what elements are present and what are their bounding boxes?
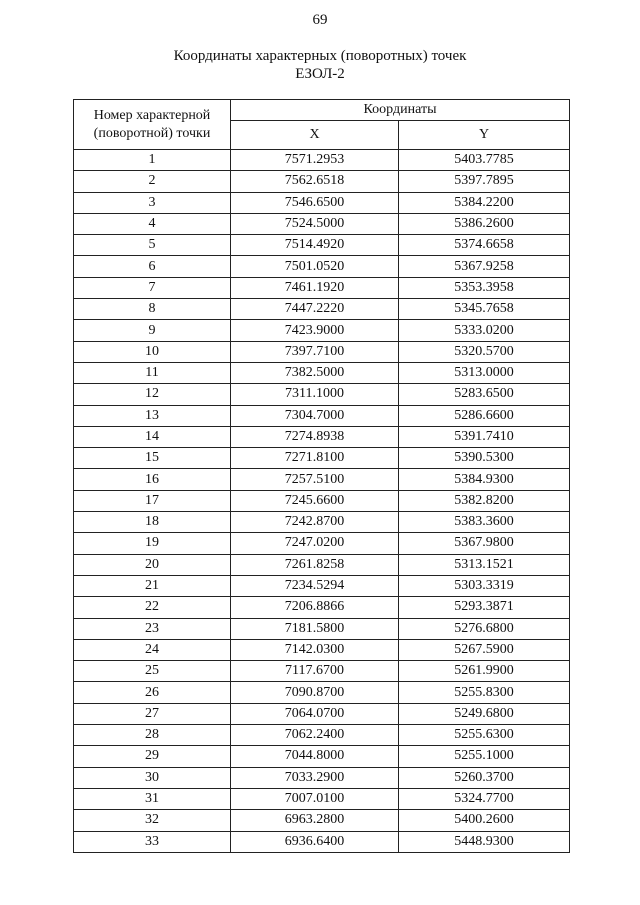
point-number-cell: 5 xyxy=(74,235,231,256)
table-row xyxy=(74,299,570,320)
table-row xyxy=(74,575,570,596)
table-row xyxy=(74,171,570,192)
x-coordinate-cell: 7090.8700 xyxy=(231,682,399,703)
table-row xyxy=(74,639,570,660)
x-coordinate-cell: 7007.0100 xyxy=(231,788,399,809)
point-number-cell: 6 xyxy=(74,256,231,277)
x-coordinate-cell: 6963.2800 xyxy=(231,810,399,831)
x-coordinate-cell: 7311.1000 xyxy=(231,384,399,405)
x-coordinate-cell: 7382.5000 xyxy=(231,362,399,383)
table-row xyxy=(74,554,570,575)
header-y: Y xyxy=(399,121,570,150)
y-coordinate-cell: 5276.6800 xyxy=(399,618,570,639)
table-row xyxy=(74,618,570,639)
y-coordinate-cell: 5255.1000 xyxy=(399,746,570,767)
table-row xyxy=(74,448,570,469)
table-row xyxy=(74,426,570,447)
y-coordinate-cell: 5384.2200 xyxy=(399,192,570,213)
table-row xyxy=(74,810,570,831)
point-number-cell: 1 xyxy=(74,150,231,171)
coordinates-table xyxy=(73,99,570,853)
point-number-cell: 21 xyxy=(74,575,231,596)
point-number-cell: 2 xyxy=(74,171,231,192)
x-coordinate-cell: 7044.8000 xyxy=(231,746,399,767)
table-row xyxy=(74,746,570,767)
table-row xyxy=(74,213,570,234)
x-coordinate-cell: 7064.0700 xyxy=(231,703,399,724)
y-coordinate-cell: 5374.6658 xyxy=(399,235,570,256)
point-number-cell: 22 xyxy=(74,597,231,618)
header-point-number-line-2: (поворотной) точки xyxy=(93,125,211,141)
y-coordinate-cell: 5293.3871 xyxy=(399,597,570,618)
point-number-cell: 27 xyxy=(74,703,231,724)
header-coordinates: Координаты xyxy=(231,100,570,121)
point-number-cell: 25 xyxy=(74,661,231,682)
y-coordinate-cell: 5353.3958 xyxy=(399,277,570,298)
point-number-cell: 20 xyxy=(74,554,231,575)
point-number-cell: 24 xyxy=(74,639,231,660)
y-coordinate-cell: 5324.7700 xyxy=(399,788,570,809)
x-coordinate-cell: 7271.8100 xyxy=(231,448,399,469)
point-number-cell: 8 xyxy=(74,299,231,320)
x-coordinate-cell: 7501.0520 xyxy=(231,256,399,277)
document-title xyxy=(0,47,640,83)
y-coordinate-cell: 5260.3700 xyxy=(399,767,570,788)
x-coordinate-cell: 6936.6400 xyxy=(231,831,399,852)
y-coordinate-cell: 5283.6500 xyxy=(399,384,570,405)
y-coordinate-cell: 5397.7895 xyxy=(399,171,570,192)
x-coordinate-cell: 7274.8938 xyxy=(231,426,399,447)
table-row xyxy=(74,767,570,788)
x-coordinate-cell: 7461.1920 xyxy=(231,277,399,298)
table-row xyxy=(74,384,570,405)
y-coordinate-cell: 5249.6800 xyxy=(399,703,570,724)
x-coordinate-cell: 7571.2953 xyxy=(231,150,399,171)
x-coordinate-cell: 7447.2220 xyxy=(231,299,399,320)
table-row xyxy=(74,277,570,298)
header-x: X xyxy=(231,121,399,150)
header-point-number xyxy=(74,100,231,150)
y-coordinate-cell: 5303.3319 xyxy=(399,575,570,596)
y-coordinate-cell: 5383.3600 xyxy=(399,512,570,533)
x-coordinate-cell: 7261.8258 xyxy=(231,554,399,575)
point-number-cell: 16 xyxy=(74,469,231,490)
table-row xyxy=(74,192,570,213)
point-number-cell: 31 xyxy=(74,788,231,809)
table-row xyxy=(74,703,570,724)
x-coordinate-cell: 7397.7100 xyxy=(231,341,399,362)
y-coordinate-cell: 5367.9258 xyxy=(399,256,570,277)
table-row xyxy=(74,682,570,703)
page-number: 69 xyxy=(312,12,328,28)
table-row xyxy=(74,150,570,171)
point-number-cell: 4 xyxy=(74,213,231,234)
table-row xyxy=(74,661,570,682)
x-coordinate-cell: 7257.5100 xyxy=(231,469,399,490)
table-row xyxy=(74,533,570,554)
x-coordinate-cell: 7245.6600 xyxy=(231,490,399,511)
x-coordinate-cell: 7033.2900 xyxy=(231,767,399,788)
point-number-cell: 30 xyxy=(74,767,231,788)
x-coordinate-cell: 7562.6518 xyxy=(231,171,399,192)
point-number-cell: 14 xyxy=(74,426,231,447)
x-coordinate-cell: 7181.5800 xyxy=(231,618,399,639)
point-number-cell: 29 xyxy=(74,746,231,767)
y-coordinate-cell: 5255.8300 xyxy=(399,682,570,703)
table-row xyxy=(74,512,570,533)
y-coordinate-cell: 5386.2600 xyxy=(399,213,570,234)
y-coordinate-cell: 5313.1521 xyxy=(399,554,570,575)
y-coordinate-cell: 5255.6300 xyxy=(399,725,570,746)
point-number-cell: 15 xyxy=(74,448,231,469)
point-number-cell: 12 xyxy=(74,384,231,405)
title-line-1: Координаты характерных (поворотных) точек xyxy=(173,48,467,64)
table-row xyxy=(74,256,570,277)
point-number-cell: 3 xyxy=(74,192,231,213)
table-row xyxy=(74,320,570,341)
y-coordinate-cell: 5448.9300 xyxy=(399,831,570,852)
y-coordinate-cell: 5390.5300 xyxy=(399,448,570,469)
table-header xyxy=(74,100,570,150)
table-row xyxy=(74,235,570,256)
y-coordinate-cell: 5400.2600 xyxy=(399,810,570,831)
table-row xyxy=(74,831,570,852)
x-coordinate-cell: 7142.0300 xyxy=(231,639,399,660)
point-number-cell: 13 xyxy=(74,405,231,426)
y-coordinate-cell: 5261.9900 xyxy=(399,661,570,682)
y-coordinate-cell: 5391.7410 xyxy=(399,426,570,447)
table-row xyxy=(74,341,570,362)
table-row xyxy=(74,597,570,618)
y-coordinate-cell: 5333.0200 xyxy=(399,320,570,341)
x-coordinate-cell: 7234.5294 xyxy=(231,575,399,596)
table-row xyxy=(74,725,570,746)
x-coordinate-cell: 7206.8866 xyxy=(231,597,399,618)
y-coordinate-cell: 5384.9300 xyxy=(399,469,570,490)
x-coordinate-cell: 7514.4920 xyxy=(231,235,399,256)
x-coordinate-cell: 7242.8700 xyxy=(231,512,399,533)
x-coordinate-cell: 7423.9000 xyxy=(231,320,399,341)
y-coordinate-cell: 5403.7785 xyxy=(399,150,570,171)
point-number-cell: 26 xyxy=(74,682,231,703)
point-number-cell: 32 xyxy=(74,810,231,831)
y-coordinate-cell: 5382.8200 xyxy=(399,490,570,511)
x-coordinate-cell: 7247.0200 xyxy=(231,533,399,554)
x-coordinate-cell: 7304.7000 xyxy=(231,405,399,426)
y-coordinate-cell: 5320.5700 xyxy=(399,341,570,362)
x-coordinate-cell: 7117.6700 xyxy=(231,661,399,682)
y-coordinate-cell: 5313.0000 xyxy=(399,362,570,383)
point-number-cell: 19 xyxy=(74,533,231,554)
point-number-cell: 23 xyxy=(74,618,231,639)
table-row xyxy=(74,788,570,809)
y-coordinate-cell: 5286.6600 xyxy=(399,405,570,426)
title-line-2: ЕЗОЛ-2 xyxy=(295,66,345,82)
point-number-cell: 17 xyxy=(74,490,231,511)
y-coordinate-cell: 5345.7658 xyxy=(399,299,570,320)
y-coordinate-cell: 5267.5900 xyxy=(399,639,570,660)
point-number-cell: 28 xyxy=(74,725,231,746)
x-coordinate-cell: 7524.5000 xyxy=(231,213,399,234)
point-number-cell: 7 xyxy=(74,277,231,298)
point-number-cell: 11 xyxy=(74,362,231,383)
point-number-cell: 18 xyxy=(74,512,231,533)
point-number-cell: 33 xyxy=(74,831,231,852)
table-body xyxy=(74,150,570,853)
table-row xyxy=(74,405,570,426)
table-row xyxy=(74,469,570,490)
table-row xyxy=(74,362,570,383)
header-point-number-line-1: Номер характерной xyxy=(93,107,211,123)
x-coordinate-cell: 7062.2400 xyxy=(231,725,399,746)
y-coordinate-cell: 5367.9800 xyxy=(399,533,570,554)
table-row xyxy=(74,490,570,511)
point-number-cell: 9 xyxy=(74,320,231,341)
x-coordinate-cell: 7546.6500 xyxy=(231,192,399,213)
point-number-cell: 10 xyxy=(74,341,231,362)
